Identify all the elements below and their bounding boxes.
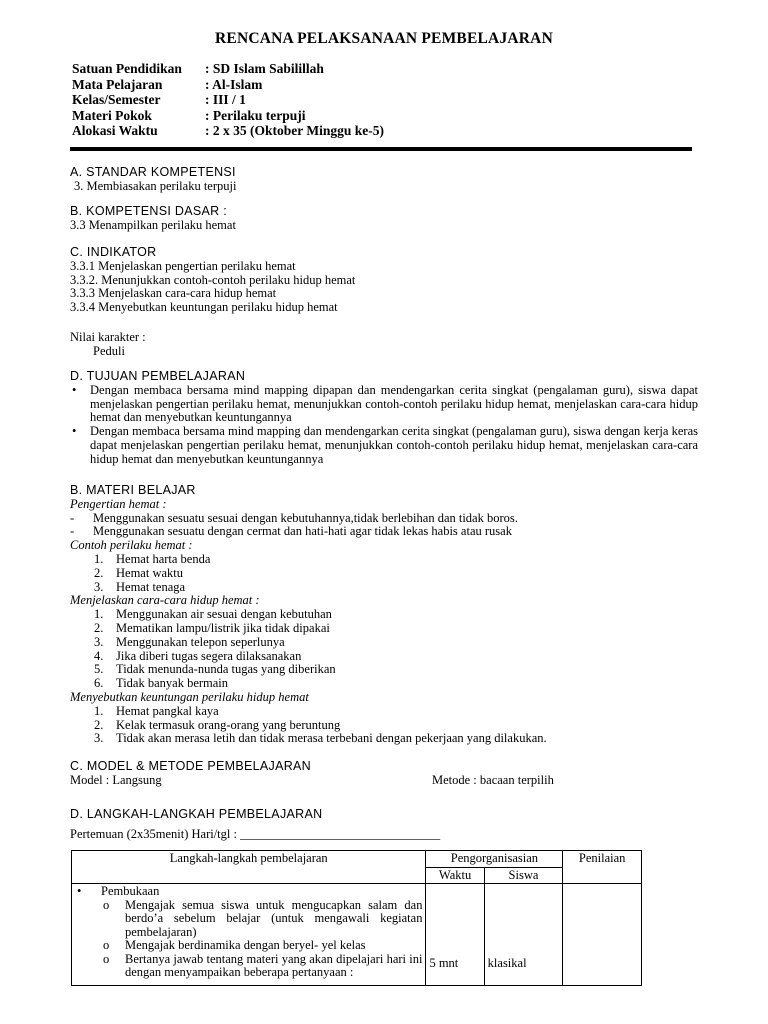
info-value: : III / 1 [205, 92, 246, 107]
list-text: Hemat harta benda [116, 551, 211, 566]
list-item: 6. Tidak banyak bermain [94, 676, 229, 691]
table-header-row [72, 851, 642, 868]
list-text: Hemat waktu [116, 565, 183, 580]
bullet-text: Dengan membaca bersama mind mapping dan mendengarkan cerita singkat (pengalaman guru), siswa dengan kerja keras dapat menjelaskan pengertian perilaku hemat, menunjukkan contoh-contoh perilaku hidup hemat, menjelaskan cara-cara hidup hemat dan menyebutkan keuntungannya [90, 424, 698, 466]
step-text: Bertanya jawab tentang materi yang akan dipelajari hari ini dengan menyampaikan beberapa pertanyaan : [125, 951, 423, 979]
info-key: Materi Pokok [72, 107, 152, 123]
list-text: Mematikan lampu/listrik jika tidak dipakai [116, 620, 330, 635]
list-text: Menggunakan air sesuai dengan kebutuhan [116, 607, 332, 622]
model-row [70, 774, 700, 788]
step-text: Mengajak berdinamika dengan beryel- yel kelas [125, 938, 366, 952]
info-key: Alokasi Waktu [72, 123, 158, 138]
section-body: 3. Membiasakan perilaku terpuji [74, 178, 237, 193]
section-heading: B. MATERI BELAJAR [70, 483, 196, 497]
subsection-label: Menyebutkan keuntungan perilaku hidup hemat [70, 689, 309, 704]
nilai-label: Nilai karakter : [70, 330, 146, 344]
list-text: Kelak termasuk orang-orang yang beruntung [116, 717, 341, 732]
list-item: 3. Tidak akan merasa letih dan tidak merasa terbebani dengan pekerjaan yang dilakukan. [94, 731, 547, 746]
info-row [72, 61, 384, 77]
indicator-item: 3.3.3 Menjelaskan cara-cara hidup hemat [70, 286, 277, 301]
info-key: Mata Pelajaran [72, 76, 163, 92]
bullet-icon: • [72, 382, 77, 397]
info-value: : Perilaku terpuji [205, 107, 306, 123]
nilai-karakter [70, 331, 700, 359]
bullet-item [70, 425, 698, 466]
langkah-cell [72, 884, 426, 986]
subsection-label: Menjelaskan cara-cara hidup hemat : [70, 593, 260, 608]
identity-block [72, 61, 384, 139]
info-value: : SD Islam Sabilillah [205, 61, 324, 76]
bullet-item [70, 384, 698, 425]
table-row [72, 884, 642, 986]
list-item: 1. Hemat pangkal kaya [94, 703, 219, 718]
subsection-label: Pengertian hemat : [70, 496, 167, 511]
nilai-value: Peduli [93, 343, 125, 358]
indicator-item: 3.3.4 Menyebutkan keuntungan perilaku hidup hemat [70, 300, 338, 315]
list-item: 5. Tidak menunda-nunda tugas yang diberikan [94, 662, 336, 677]
section-body: 3.3 Menampilkan perilaku hemat [70, 217, 236, 232]
bullet-item [75, 885, 422, 899]
header-pengorganisasian: Pengorganisasian [426, 851, 563, 868]
info-row [72, 77, 384, 93]
header-penilaian: Penilaian [563, 851, 642, 884]
bullet-icon: • [77, 884, 82, 898]
info-row [72, 108, 384, 124]
info-row [72, 92, 384, 108]
list-item: 2. Kelak termasuk orang-orang yang beruntung [94, 717, 341, 732]
list-item: 1. Menggunakan air sesuai dengan kebutuhan [94, 607, 332, 622]
list-text: Tidak menunda-nunda tugas yang diberikan [116, 662, 336, 677]
list-item: 2. Hemat waktu [94, 565, 183, 580]
list-item: 3. Hemat tenaga [94, 579, 186, 594]
section-heading: B. KOMPETENSI DASAR : [70, 204, 228, 218]
info-value: : 2 x 35 (Oktober Minggu ke-5) [205, 123, 384, 138]
step-text: Mengajak semua siswa untuk mengucapkan salam dan berdo’a sebelum belajar (untuk mengawali kegiatan pembelajaran) [125, 897, 423, 939]
list-item: 4. Jika diberi tugas segera dilaksanakan [94, 648, 302, 663]
section-heading: A. STANDAR KOMPETENSI [70, 165, 236, 179]
list-text: Menggunakan sesuatu sesuai dengan kebutuhannya,tidak berlebihan dan tidak boros. [93, 510, 518, 525]
header-langkah: Langkah-langkah pembelajaran [72, 851, 426, 884]
step-item: o Mengajak berdinamika dengan beryel- yel kelas [75, 939, 422, 953]
section-langkah [70, 808, 700, 842]
section-tujuan [70, 370, 698, 467]
list-text: Menggunakan telepon seperlunya [116, 634, 285, 649]
list-item: - Menggunakan sesuatu dengan cermat dan hati-hati agar tidak lekas habis atau rusak [70, 524, 512, 539]
bullet-icon: • [72, 424, 77, 439]
section-materi [70, 484, 700, 746]
section-indikator [70, 246, 700, 315]
list-item: - Menggunakan sesuatu sesuai dengan kebutuhannya,tidak berlebihan dan tidak boros. [70, 510, 518, 525]
list-text: Menggunakan sesuatu dengan cermat dan hati-hati agar tidak lekas habis atau rusak [93, 524, 512, 539]
info-key: Kelas/Semester [72, 92, 161, 107]
header-waktu: Waktu [426, 867, 484, 884]
langkah-table [71, 850, 642, 986]
model-text: Model : Langsung [70, 772, 162, 787]
list-text: Tidak akan merasa letih dan tidak merasa terbebani dengan pekerjaan yang dilakukan. [116, 731, 547, 746]
list-text: Hemat pangkal kaya [116, 703, 219, 718]
info-key: Satuan Pendidikan [72, 61, 182, 76]
pertemuan-line: Pertemuan (2x35menit) Hari/tgl : ________________________________ [70, 826, 441, 841]
section-heading: D. LANGKAH-LANGKAH PEMBELAJARAN [70, 807, 323, 821]
indicator-item: 3.3.1 Menjelaskan pengertian perilaku hemat [70, 258, 296, 273]
subsection-label: Contoh perilaku hemat : [70, 538, 193, 553]
section-model-metode [70, 760, 700, 788]
penilaian-cell [563, 884, 642, 986]
list-item: 1. Hemat harta benda [94, 551, 211, 566]
step-item: o Bertanya jawab tentang materi yang akan dipelajari hari ini dengan menyampaikan beberapa pertanyaan : [103, 951, 423, 979]
list-text: Hemat tenaga [116, 579, 186, 594]
list-text: Tidak banyak bermain [116, 676, 229, 691]
section-standar-kompetensi [70, 166, 700, 194]
section-heading: D. TUJUAN PEMBELAJARAN [70, 369, 246, 383]
siswa-cell: klasikal [484, 884, 563, 986]
waktu-cell: 5 mnt [426, 884, 484, 986]
info-value: : Al-Islam [205, 76, 263, 92]
header-siswa: Siswa [484, 867, 563, 884]
bullet-text: Dengan membaca bersama mind mapping dipapan dan mendengarkan cerita singkat (pengalaman guru), siswa dapat menjelaskan pengertian perilaku hemat, menunjukkan contoh-contoh perilaku hidup hemat, menjelaskan cara-cara hidup hemat dan menyebutkan keuntungannya [90, 382, 698, 425]
pembukaan-label: Pembukaan [101, 884, 160, 898]
list-text: Jika diberi tugas segera dilaksanakan [116, 648, 302, 663]
list-item: 2. Mematikan lampu/listrik jika tidak dipakai [94, 620, 330, 635]
page-title: RENCANA PELAKSANAAN PEMBELAJARAN [215, 30, 553, 47]
list-item: 3. Menggunakan telepon seperlunya [94, 634, 285, 649]
info-row [72, 123, 384, 139]
section-heading: C. MODEL & METODE PEMBELAJARAN [70, 759, 311, 773]
section-kompetensi-dasar [70, 205, 700, 233]
metode-text: Metode : bacaan terpilih [432, 772, 554, 787]
header-divider [70, 147, 692, 151]
section-heading: C. INDIKATOR [70, 245, 157, 259]
indicator-item: 3.3.2. Menunjukkan contoh-contoh perilaku hidup hemat [70, 272, 356, 287]
step-item: o Mengajak semua siswa untuk mengucapkan salam dan berdo’a sebelum belajar (untuk mengawali kegiatan pembelajaran) [103, 897, 423, 939]
